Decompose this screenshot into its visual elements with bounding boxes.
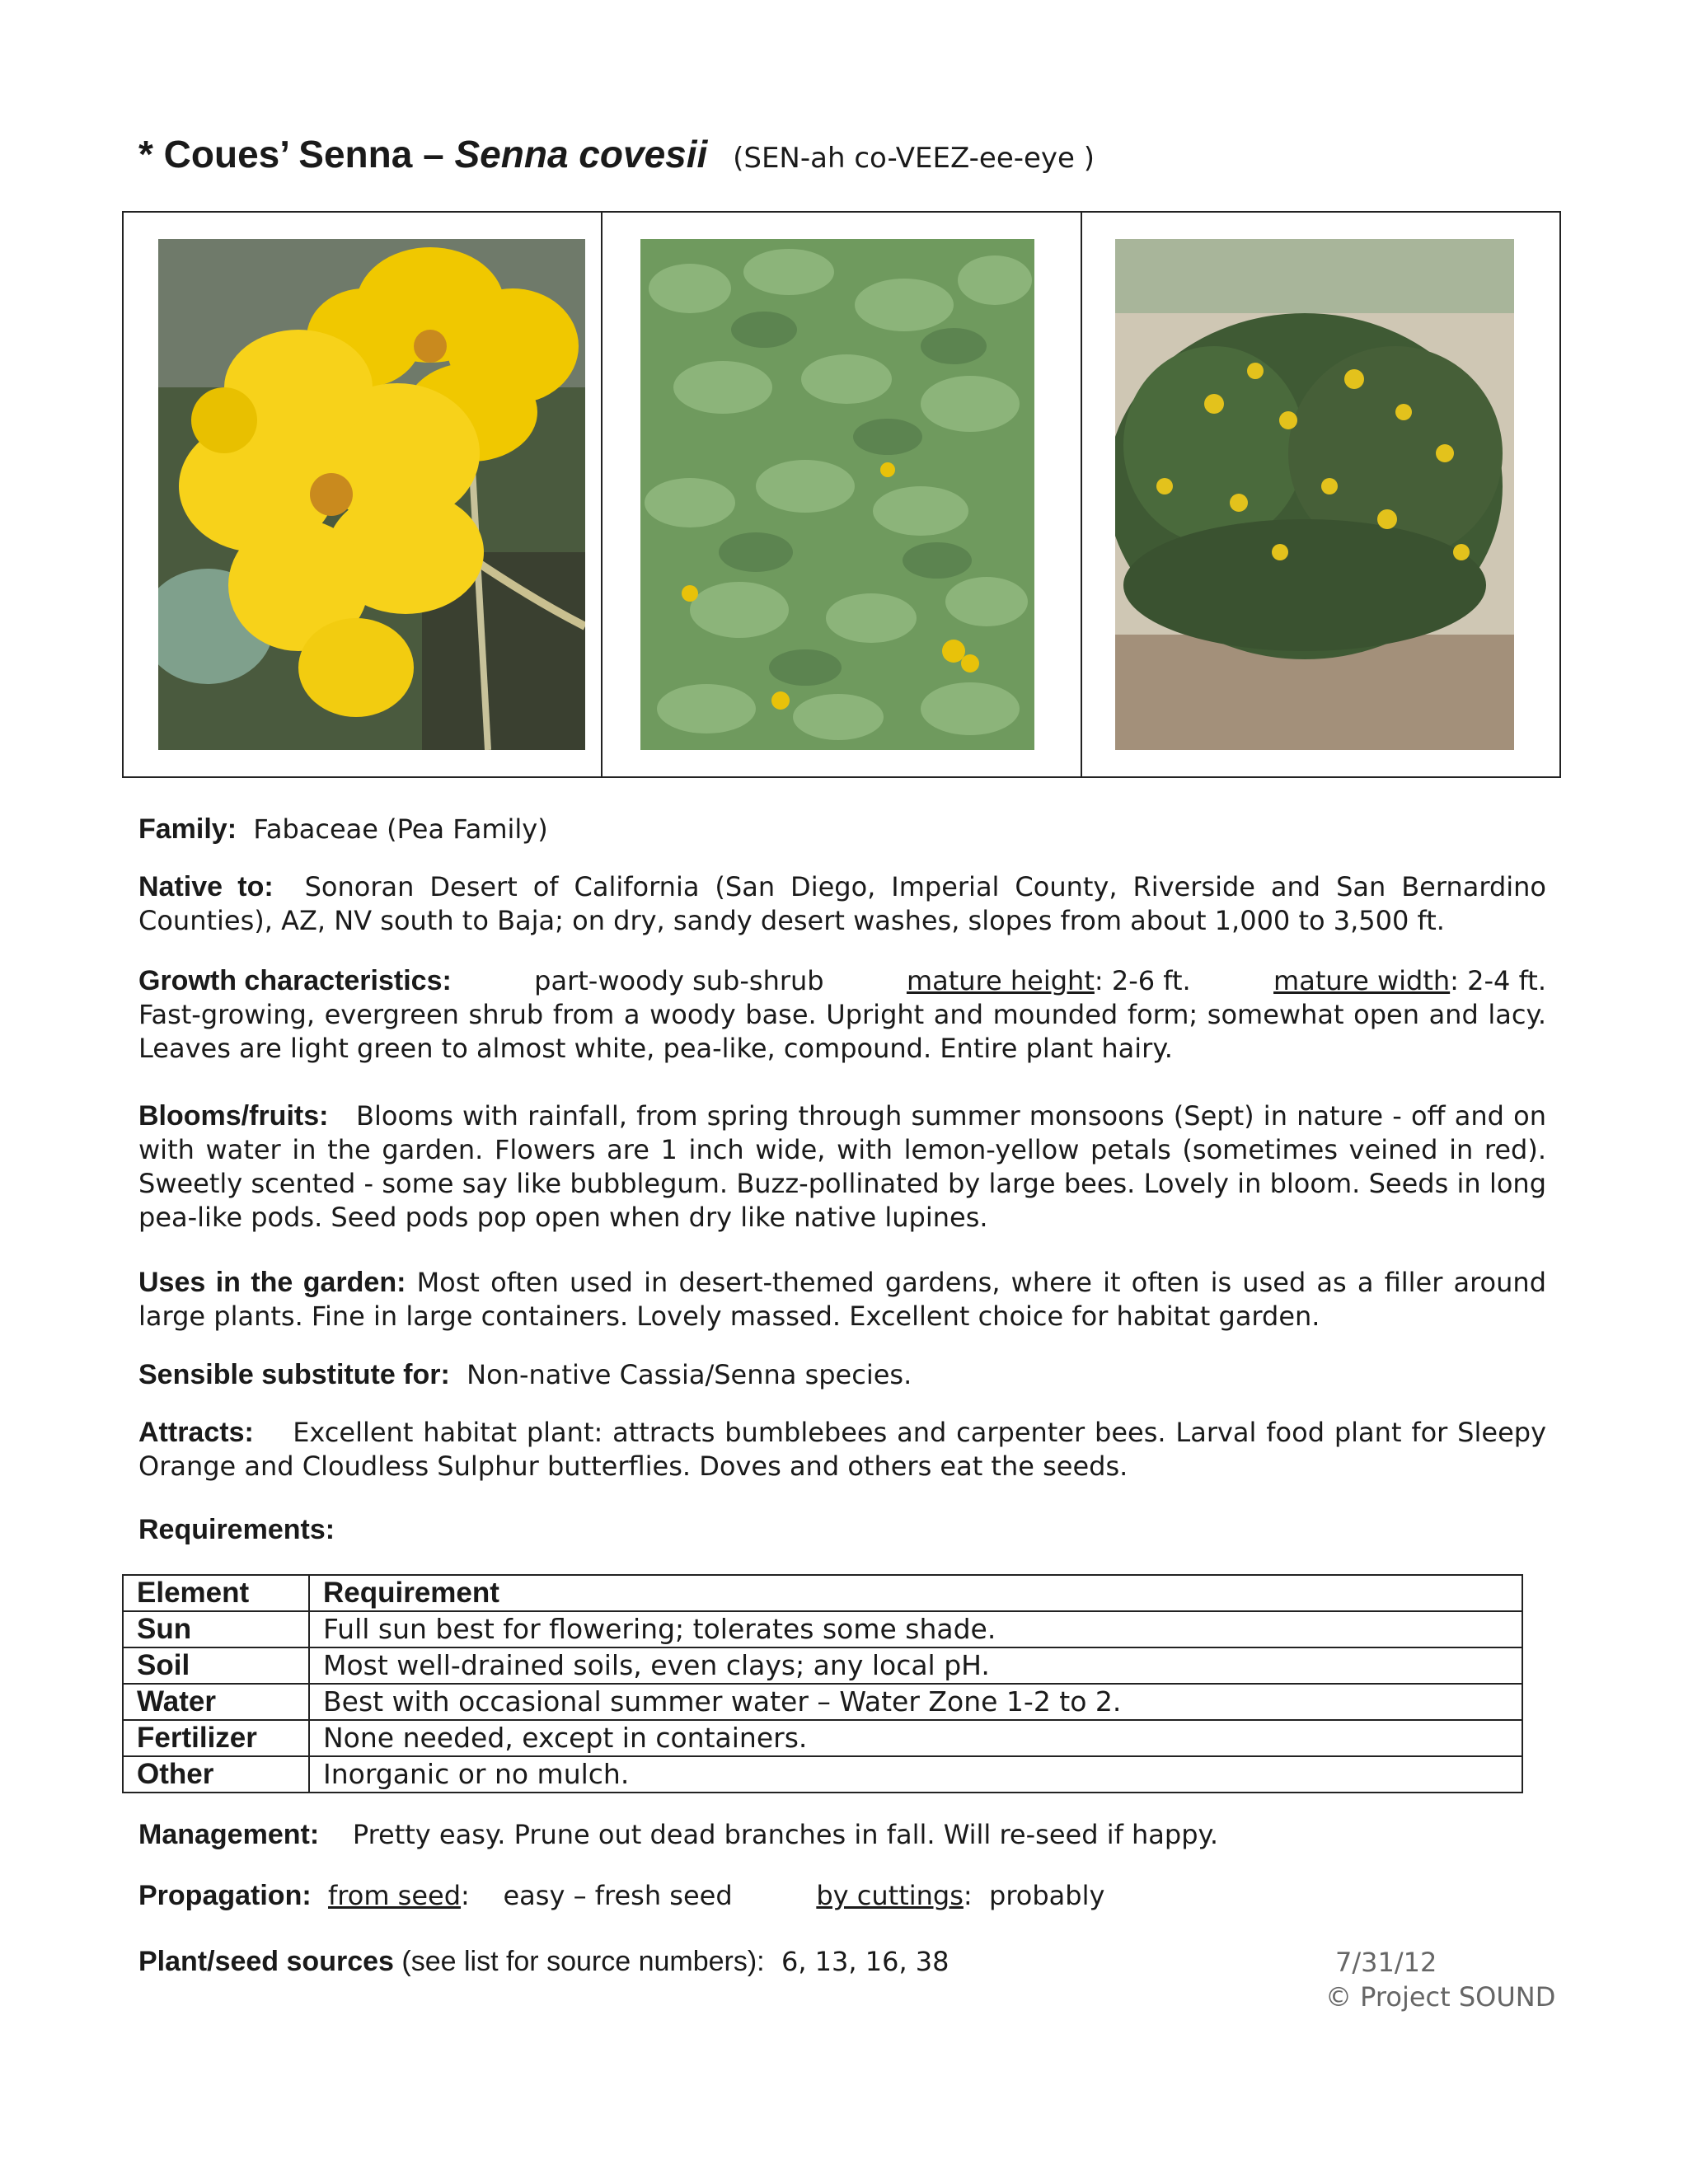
substitute-label: Sensible substitute for: <box>138 1359 450 1390</box>
mature-height <box>907 964 1191 998</box>
page-title <box>138 132 1095 176</box>
family-section <box>138 813 1546 846</box>
mature-height-value: : 2-6 ft. <box>1094 965 1191 996</box>
pronunciation: (SEN-ah co-VEEZ-ee-eye ) <box>733 142 1095 175</box>
sources-values: 6, 13, 16, 38 <box>781 1946 950 1977</box>
mature-width <box>1273 964 1546 998</box>
from-seed-value: : easy – fresh seed <box>461 1880 733 1911</box>
from-seed-label: from seed <box>328 1880 462 1911</box>
by-cuttings-label: by cuttings <box>816 1880 964 1911</box>
row-requirement: Most well-drained soils, even clays; any local pH. <box>309 1647 1522 1684</box>
photo-strip <box>122 211 1561 778</box>
uses-text: Most often used in desert-themed gardens, where it often is used as a filler around large plants. Fine in large containers. Lovely massed. Excellent choice for habitat garden. <box>138 1267 1547 1332</box>
propagation-label: Propagation: <box>138 1880 312 1911</box>
by-cuttings-value: : probably <box>963 1880 1105 1911</box>
foliage-photo <box>640 239 1034 750</box>
table-row <box>123 1756 1522 1793</box>
row-requirement: None needed, except in containers. <box>309 1720 1522 1756</box>
growth-label: Growth characteristics: <box>138 965 452 996</box>
common-name: * Coues’ Senna – <box>138 133 444 176</box>
table-row <box>123 1647 1522 1684</box>
row-requirement: Inorganic or no mulch. <box>309 1756 1522 1793</box>
growth-line <box>138 964 1546 998</box>
mature-height-label: mature height <box>906 965 1095 996</box>
family-label: Family: <box>138 813 237 845</box>
footer-info <box>1325 1945 1555 2014</box>
management-label: Management: <box>138 1819 320 1850</box>
uses-section <box>138 1266 1546 1333</box>
growth-type: part-woody sub-shrub <box>534 965 824 996</box>
row-requirement: Best with occasional summer water – Water Zone 1-2 to 2. <box>309 1684 1522 1720</box>
row-element: Other <box>123 1756 309 1793</box>
table-row <box>123 1611 1522 1647</box>
attracts-label: Attracts: <box>138 1417 254 1448</box>
requirements-table <box>122 1574 1523 1793</box>
footer-copyright: © Project SOUND <box>1325 1981 1556 2013</box>
management-section <box>138 1818 1546 1852</box>
whole-plant-photo <box>1115 239 1514 750</box>
flower-closeup-photo <box>158 239 585 750</box>
growth-text: Fast-growing, evergreen shrub from a woody base. Upright and mounded form; somewhat open and lacy. Leaves are light green to almost white, pea-like, compound. Entire plant hairy. <box>138 999 1546 1064</box>
table-header-row <box>123 1575 1522 1611</box>
growth-section <box>138 964 1546 1066</box>
sources-label: Plant/seed sources <box>138 1946 394 1977</box>
management-text: Pretty easy. Prune out dead branches in fall. Will re-seed if happy. <box>352 1819 1219 1850</box>
header-requirement: Requirement <box>309 1575 1522 1611</box>
substitute-text: Non-native Cassia/Senna species. <box>467 1359 912 1390</box>
blooms-section <box>138 1099 1546 1235</box>
row-element: Soil <box>123 1647 309 1684</box>
family-text: Fabaceae (Pea Family) <box>253 813 548 845</box>
photo-cell-1 <box>124 213 603 776</box>
requirements-label: Requirements: <box>138 1514 335 1545</box>
native-section <box>138 870 1546 938</box>
native-label: Native to: <box>138 871 274 902</box>
row-element: Sun <box>123 1611 309 1647</box>
footer-date: 7/31/12 <box>1335 1947 1437 1978</box>
mature-width-label: mature width <box>1273 965 1451 996</box>
table-row <box>123 1684 1522 1720</box>
blooms-label: Blooms/fruits: <box>138 1100 329 1132</box>
row-element: Water <box>123 1684 309 1720</box>
photo-cell-3 <box>1082 213 1559 776</box>
sources-note: (see list for source numbers): <box>393 1946 765 1977</box>
header-element: Element <box>123 1575 309 1611</box>
native-text: Sonoran Desert of California (San Diego, Imperial County, Riverside and San Bernardino Counties), AZ, NV south to Baja; on dry, sandy desert washes, slopes from about 1,000 to 3,500 ft. <box>138 871 1546 936</box>
photo-cell-2 <box>603 213 1081 776</box>
attracts-section <box>138 1416 1546 1483</box>
mature-width-value: : 2-4 ft. <box>1450 965 1546 996</box>
propagation-section <box>138 1879 1546 1913</box>
blooms-text: Blooms with rainfall, from spring through summer monsoons (Sept) in nature - off and on with water in the garden. Flowers are 1 inch wide, with lemon-yellow petals (sometimes veined in red). Sweetly scented - some say like bubblegum. Buzz-pollinated by large bees. Lovely in bloom. Seeds in long pea-like pods. Seed pods pop open when dry like native lupines. <box>138 1100 1547 1233</box>
table-row <box>123 1720 1522 1756</box>
row-element: Fertilizer <box>123 1720 309 1756</box>
substitute-section <box>138 1358 1546 1392</box>
uses-label: Uses in the garden: <box>138 1267 406 1298</box>
row-requirement: Full sun best for flowering; tolerates some shade. <box>309 1611 1522 1647</box>
scientific-name: Senna covesii <box>454 133 708 176</box>
requirements-heading <box>138 1513 1546 1547</box>
attracts-text: Excellent habitat plant: attracts bumblebees and carpenter bees. Larval food plant for Sleepy Orange and Cloudless Sulphur butterflies. Doves and others eat the seeds. <box>138 1417 1546 1482</box>
